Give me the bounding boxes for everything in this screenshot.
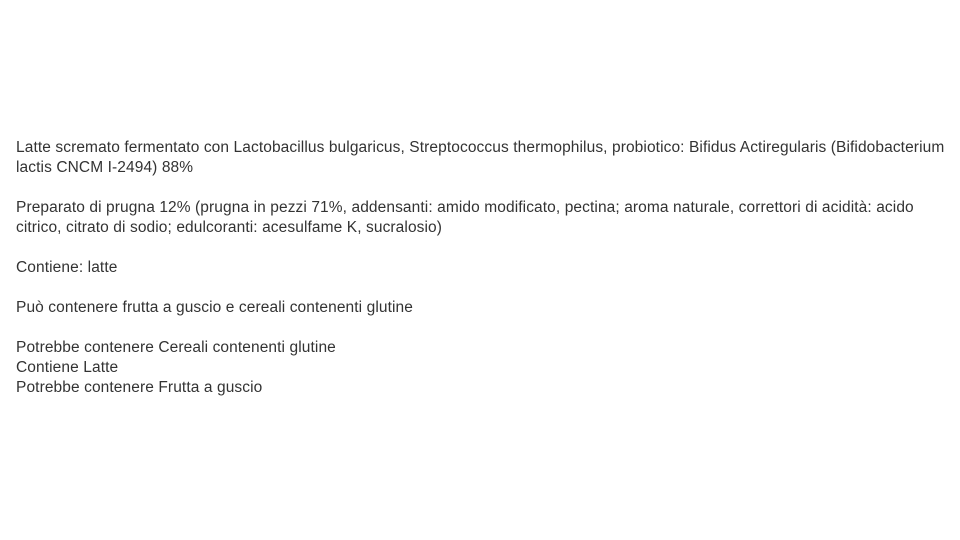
allergen-list-item-milk: Contiene Latte	[16, 359, 119, 376]
ingredients-paragraph-base: Latte scremato fermentato con Lactobacillus bulgaricus, Streptococcus thermophilus, probiotico: Bifidus Actiregularis (Bifidobacterium lactis CNCM I-2494) 88%	[16, 139, 945, 176]
ingredients-paragraph-plum: Preparato di prugna 12% (prugna in pezzi 71%, addensanti: amido modificato, pectina; aroma naturale, correttori di acidità: acido citrico, citrato di sodio; edulcoranti: acesulfame K, sucralosio)	[16, 199, 914, 236]
allergen-contains: Contiene: latte	[16, 259, 118, 276]
allergen-list-item-nuts: Potrebbe contenere Frutta a guscio	[16, 379, 263, 396]
allergen-list	[16, 338, 952, 398]
allergen-list-item-cereals: Potrebbe contenere Cereali contenenti glutine	[16, 339, 336, 356]
allergen-may-contain: Può contenere frutta a guscio e cereali contenenti glutine	[16, 299, 414, 316]
ingredients-text-block	[16, 138, 952, 398]
